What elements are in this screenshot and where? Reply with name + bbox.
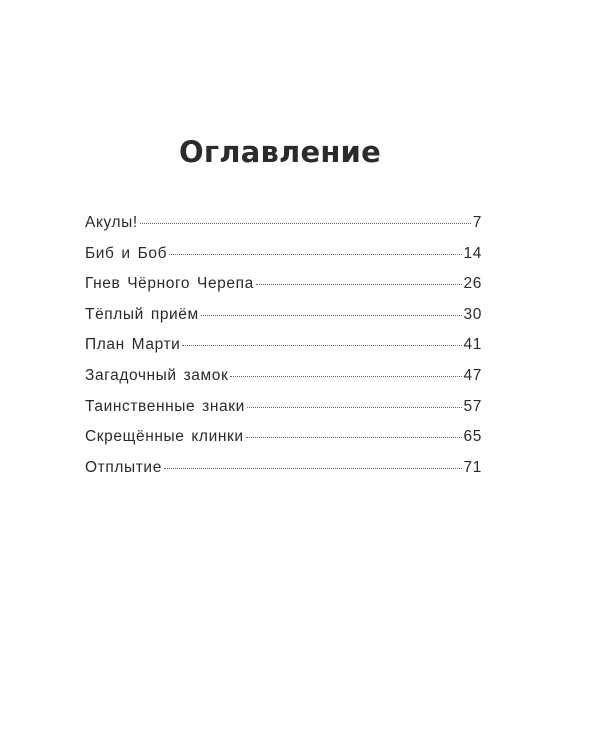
toc-entry-title: Акулы!	[85, 214, 138, 231]
toc-entry-title: Отплытие	[85, 458, 162, 476]
toc-entry-page-number: 41	[463, 336, 482, 354]
toc-entry-title: Загадочный замок	[85, 366, 229, 384]
dot-leader	[256, 284, 462, 285]
dot-leader	[201, 315, 462, 316]
dot-leader	[182, 345, 461, 346]
toc-entry[interactable]	[85, 398, 482, 429]
dot-leader	[164, 468, 462, 469]
table-of-contents	[85, 214, 482, 489]
toc-entry-title: Таинственные знаки	[85, 397, 245, 415]
toc-entry-title: Биб и Боб	[85, 244, 168, 262]
toc-entry-page-number: 26	[463, 275, 482, 293]
toc-entry[interactable]	[85, 245, 482, 276]
toc-entry-page-number: 30	[463, 305, 482, 323]
toc-entry[interactable]	[85, 428, 482, 459]
toc-entry-title: План Марти	[85, 336, 181, 354]
toc-entry-page-number: 47	[463, 366, 482, 384]
toc-entry-page-number: 65	[463, 428, 482, 446]
toc-entry[interactable]	[85, 275, 482, 306]
dot-leader	[140, 223, 471, 224]
toc-entry-title: Гнев Чёрного Черепа	[85, 275, 254, 293]
toc-entry[interactable]	[85, 214, 482, 245]
toc-entry-title: Тёплый приём	[85, 305, 199, 323]
toc-entry-page-number: 7	[472, 214, 482, 231]
toc-entry-page-number: 14	[463, 244, 482, 262]
toc-entry[interactable]	[85, 336, 482, 367]
toc-entry-page-number: 57	[463, 397, 482, 415]
page-title: Оглавление	[179, 135, 381, 170]
dot-leader	[247, 407, 462, 408]
toc-entry[interactable]	[85, 306, 482, 337]
dot-leader	[230, 376, 461, 377]
toc-entry[interactable]	[85, 459, 482, 490]
toc-entry[interactable]	[85, 367, 482, 398]
dot-leader	[169, 254, 461, 255]
toc-entry-title: Скрещённые клинки	[85, 428, 244, 446]
dot-leader	[246, 437, 462, 438]
toc-entry-page-number: 71	[463, 458, 482, 476]
